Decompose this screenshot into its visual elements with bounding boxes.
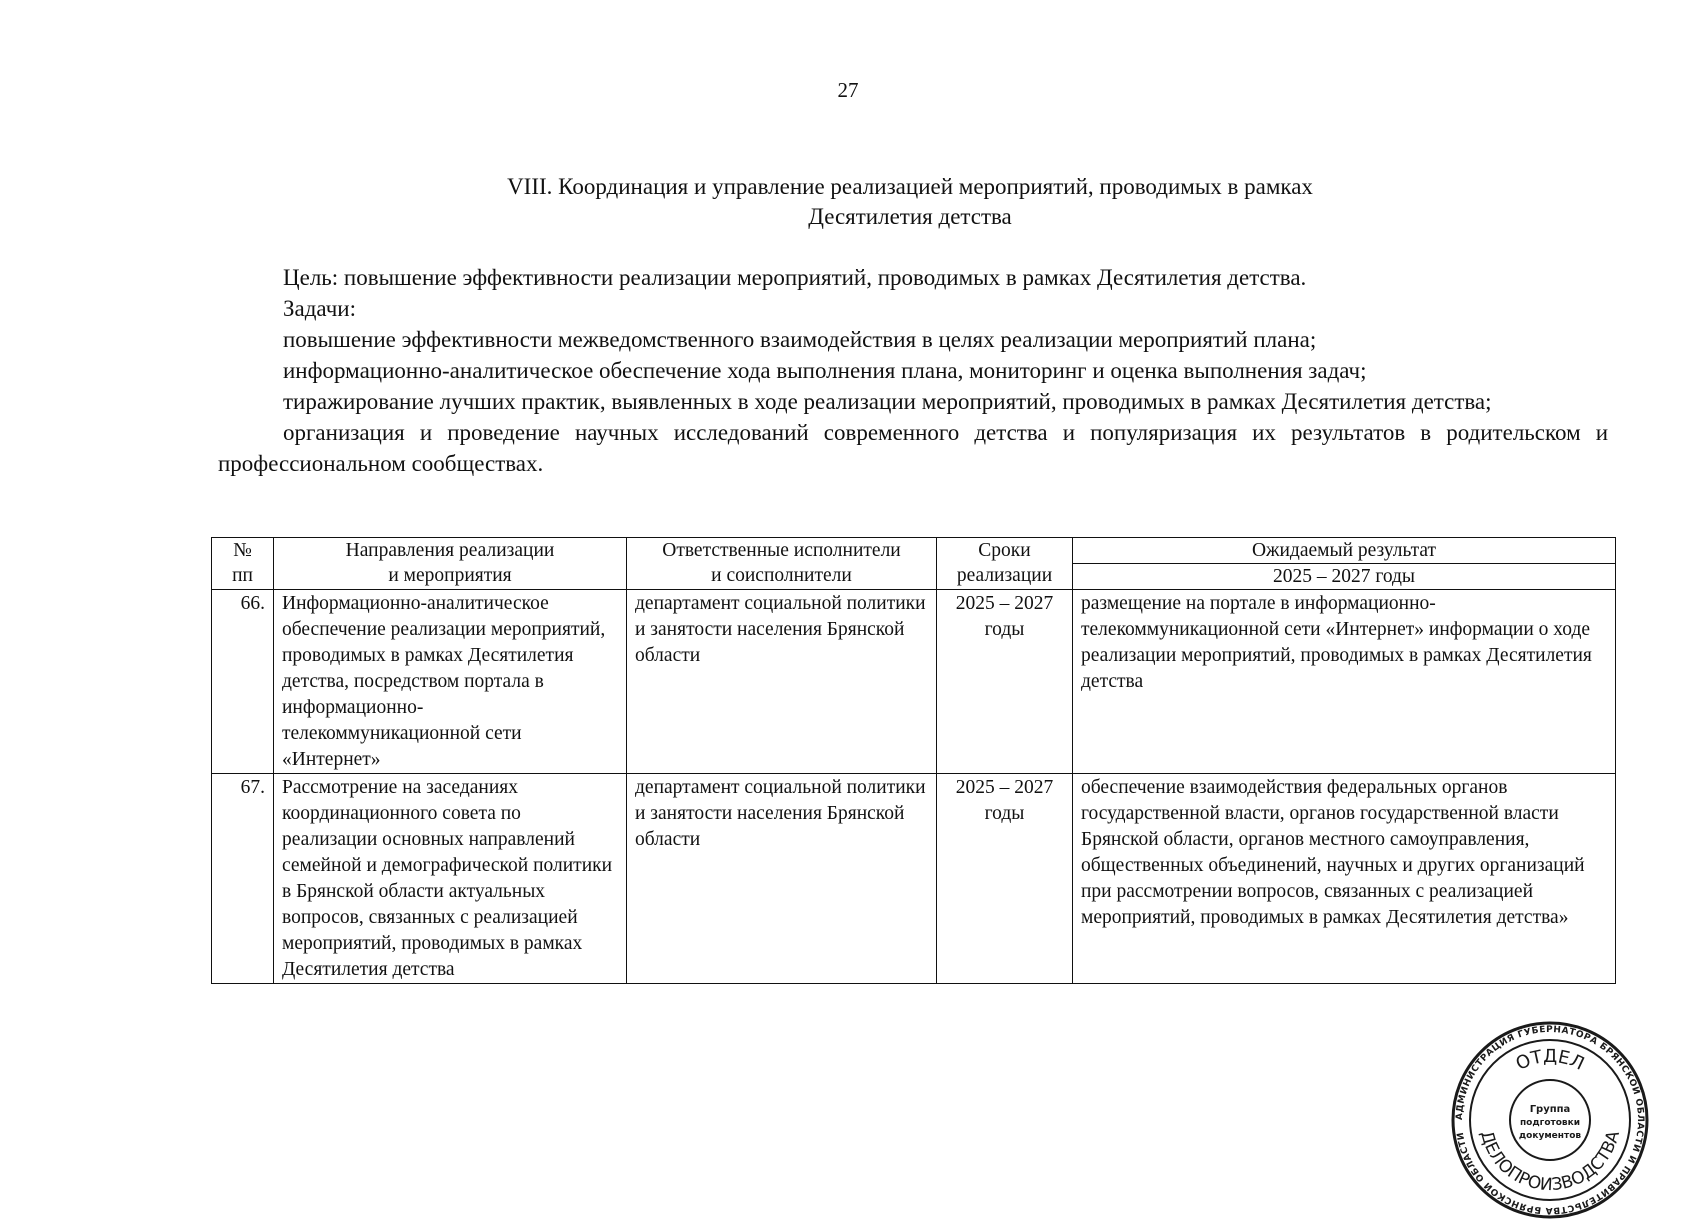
header-num bbox=[212, 538, 274, 590]
stamp-center-line-3: документов bbox=[1518, 1131, 1582, 1141]
goal-paragraph: Цель: повышение эффективности реализации мероприятий, проводимых в рамках Десятилетия детства. bbox=[283, 265, 1307, 290]
row-direction: Информационно-аналитическое обеспечение реализации мероприятий, проводимых в рамках Десятилетия детства, посредством портала в информационно-телекоммуникационной сети «Интернет» bbox=[274, 590, 627, 774]
header-result: Ожидаемый результат bbox=[1073, 538, 1616, 564]
section-heading bbox=[200, 172, 1620, 232]
stamp-center-line-2: подготовки bbox=[1519, 1118, 1581, 1128]
header-responsible-line-2: и соисполнители bbox=[711, 565, 852, 586]
header-result-period: 2025 – 2027 годы bbox=[1073, 564, 1616, 590]
header-direction bbox=[274, 538, 627, 590]
header-direction-line-2: и мероприятия bbox=[388, 565, 512, 586]
stamp-center-line-1: Группа bbox=[1529, 1104, 1571, 1115]
task-item: тиражирование лучших практик, выявленных в ходе реализации мероприятий, проводимых в рамках Десятилетия детства; bbox=[283, 389, 1492, 414]
row-responsible: департамент социальной политики и занятости населения Брянской области bbox=[627, 590, 937, 774]
header-responsible-line-1: Ответственные исполнители bbox=[662, 540, 901, 561]
header-terms bbox=[937, 538, 1073, 590]
header-responsible bbox=[627, 538, 937, 590]
department-stamp bbox=[1450, 1020, 1650, 1220]
page-number: 27 bbox=[837, 78, 859, 102]
task-item: информационно-аналитическое обеспечение хода выполнения плана, мониторинг и оценка выполнения задач; bbox=[283, 358, 1367, 383]
task-item: организация и проведение научных исследований современного детства и популяризация их результатов в родительском и профессиональном сообществах. bbox=[218, 420, 1608, 476]
stamp-top-word: ОТДЕЛ bbox=[1512, 1045, 1588, 1075]
row-result: размещение на портале в информационно-телекоммуникационной сети «Интернет» информации о ходе реализации мероприятий, проводимых в рамках Десятилетия детства bbox=[1073, 590, 1616, 774]
table-header-row bbox=[212, 538, 1616, 564]
header-num-line-2: пп bbox=[232, 565, 253, 586]
section-heading-line-2: Десятилетия детства bbox=[808, 204, 1012, 229]
row-terms: 2025 – 2027 годы bbox=[937, 774, 1073, 984]
header-terms-line-1: Сроки bbox=[978, 540, 1031, 561]
row-number: 67. bbox=[212, 774, 274, 984]
section-heading-line-1: VIII. Координация и управление реализацией мероприятий, проводимых в рамках bbox=[507, 174, 1313, 199]
row-responsible: департамент социальной политики и занятости населения Брянской области bbox=[627, 774, 937, 984]
row-result: обеспечение взаимодействия федеральных органов государственной власти, органов государственной власти Брянской области, органов местного самоуправления, общественных объединений, научных и других организаций при рассмотрении вопросов, связанных с реализацией мероприятий, проводимых в рамках Десятилетия детства» bbox=[1073, 774, 1616, 984]
activities-table bbox=[211, 537, 1616, 984]
stamp-outer-text: АДМИНИСТРАЦИЯ ГУБЕРНАТОРА БРЯНСКОЙ ОБЛАСТИ И ПРАВИТЕЛЬСТВА БРЯНСКОЙ ОБЛАСТИ bbox=[1454, 1024, 1646, 1216]
header-direction-line-1: Направления реализации bbox=[345, 540, 555, 561]
row-terms: 2025 – 2027 годы bbox=[937, 590, 1073, 774]
table-row bbox=[212, 590, 1616, 774]
header-num-line-1: № bbox=[233, 540, 252, 561]
tasks-label: Задачи: bbox=[283, 296, 356, 321]
task-item: повышение эффективности межведомственного взаимодействия в целях реализации мероприятий плана; bbox=[283, 327, 1317, 352]
table-row bbox=[212, 774, 1616, 984]
stamp-ring-word: ДЕЛОПРОИЗВОДСТВА bbox=[1476, 1128, 1624, 1196]
row-direction: Рассмотрение на заседаниях координационного совета по реализации основных направлений семейной и демографической политики в Брянской области актуальных вопросов, связанных с реализацией мероприятий, проводимых в рамках Десятилетия детства bbox=[274, 774, 627, 984]
header-terms-line-2: реализации bbox=[956, 565, 1053, 586]
row-number: 66. bbox=[212, 590, 274, 774]
goals-text bbox=[218, 262, 1608, 479]
